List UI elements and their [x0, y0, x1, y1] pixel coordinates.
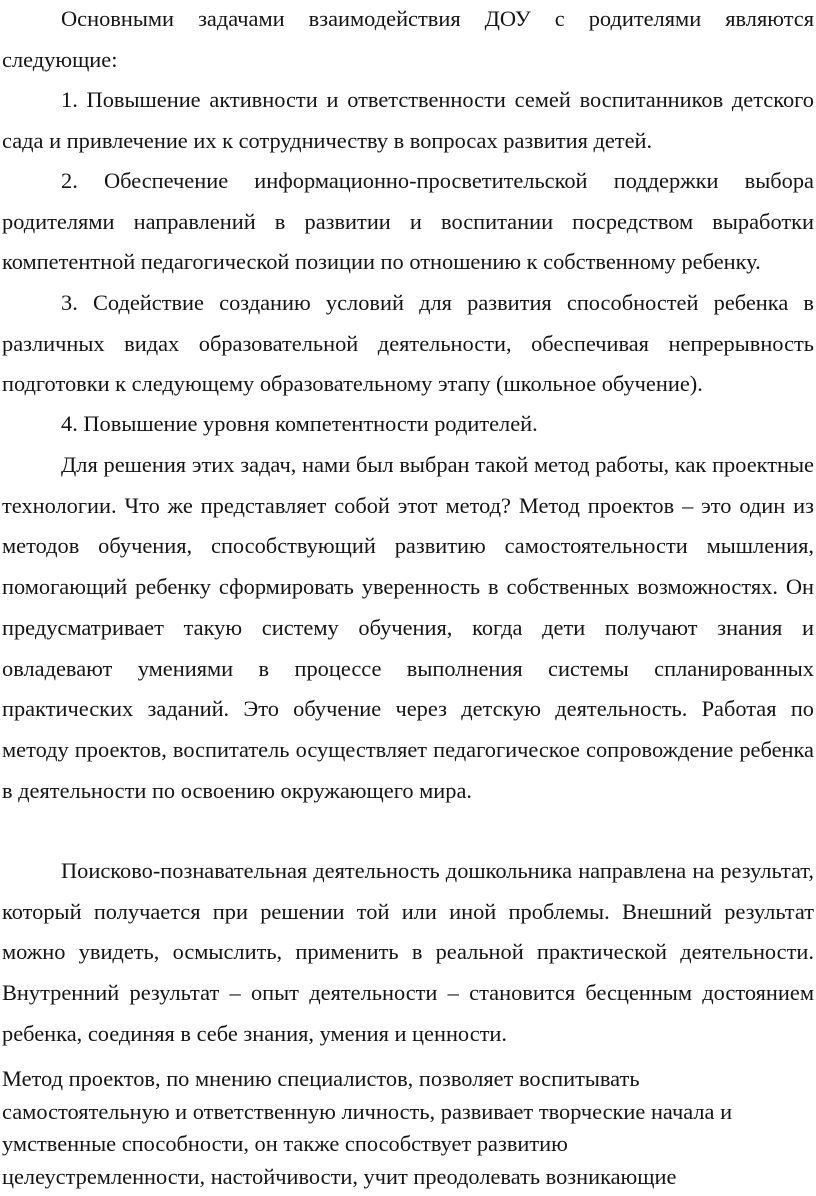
text-line: самостоятельную и ответственную личность, развивает творческие начала и — [2, 1098, 733, 1124]
task-item-3: 3. Содействие созданию условий для развития способностей ребенка в различных видах образовательной деятельности, обеспечивая непрерывность подготовки к следующему образовательному этапу (школьное обучение). — [2, 290, 814, 397]
method-paragraph: Для решения этих задач, нами был выбран такой метод работы, как проектные технологии. Что же представляет собой этот метод? Метод проектов – это один из методов обучения, способствующий развитию самостоятельности мышления, помогающий ребенку сформировать уверенность в собственных возможностях. Он предусматривает такую систему обучения, когда дети получают знания и овладевают умениями в процессе выполнения системы спланированных практических заданий. Это обучение через детскую деятельность. Работая по методу проектов, воспитатель осуществляет педагогическое сопровождение ребенка в деятельности по освоению окружающего мира. — [2, 452, 814, 803]
project-method-paragraph — [2, 1063, 792, 1193]
text-line: Метод проектов, по мнению специалистов, позволяет воспитывать — [2, 1066, 640, 1091]
text-line: умственные способности, он также способствует развитию — [2, 1131, 568, 1157]
task-item-1: 1. Повышение активности и ответственности семей воспитанников детского сада и привлечение их к сотрудничеству в вопросах развития детей. — [2, 87, 814, 153]
intro-paragraph: Основными задачами взаимодействия ДОУ с родителями являются следующие: — [2, 6, 814, 72]
text-line: целеустремленности, настойчивости, учит преодолевать возникающие — [2, 1163, 677, 1189]
task-item-2: 2. Обеспечение информационно-просветительской поддержки выбора родителями направлений в развитии и воспитании посредством выработки компетентной педагогической позиции по отношению к собственному ребенку. — [2, 168, 814, 275]
task-item-4: 4. Повышение уровня компетентности родителей. — [61, 411, 538, 436]
search-activity-paragraph: Поисково-познавательная деятельность дошкольника направлена на результат, который получается при решении той или иной проблемы. Внешний результат можно увидеть, осмыслить, применить в реальной практической деятельности. Внутренний результат – опыт деятельности – становится бесценным достоянием ребенка, соединяя в себе знания, умения и ценности. — [2, 858, 814, 1046]
